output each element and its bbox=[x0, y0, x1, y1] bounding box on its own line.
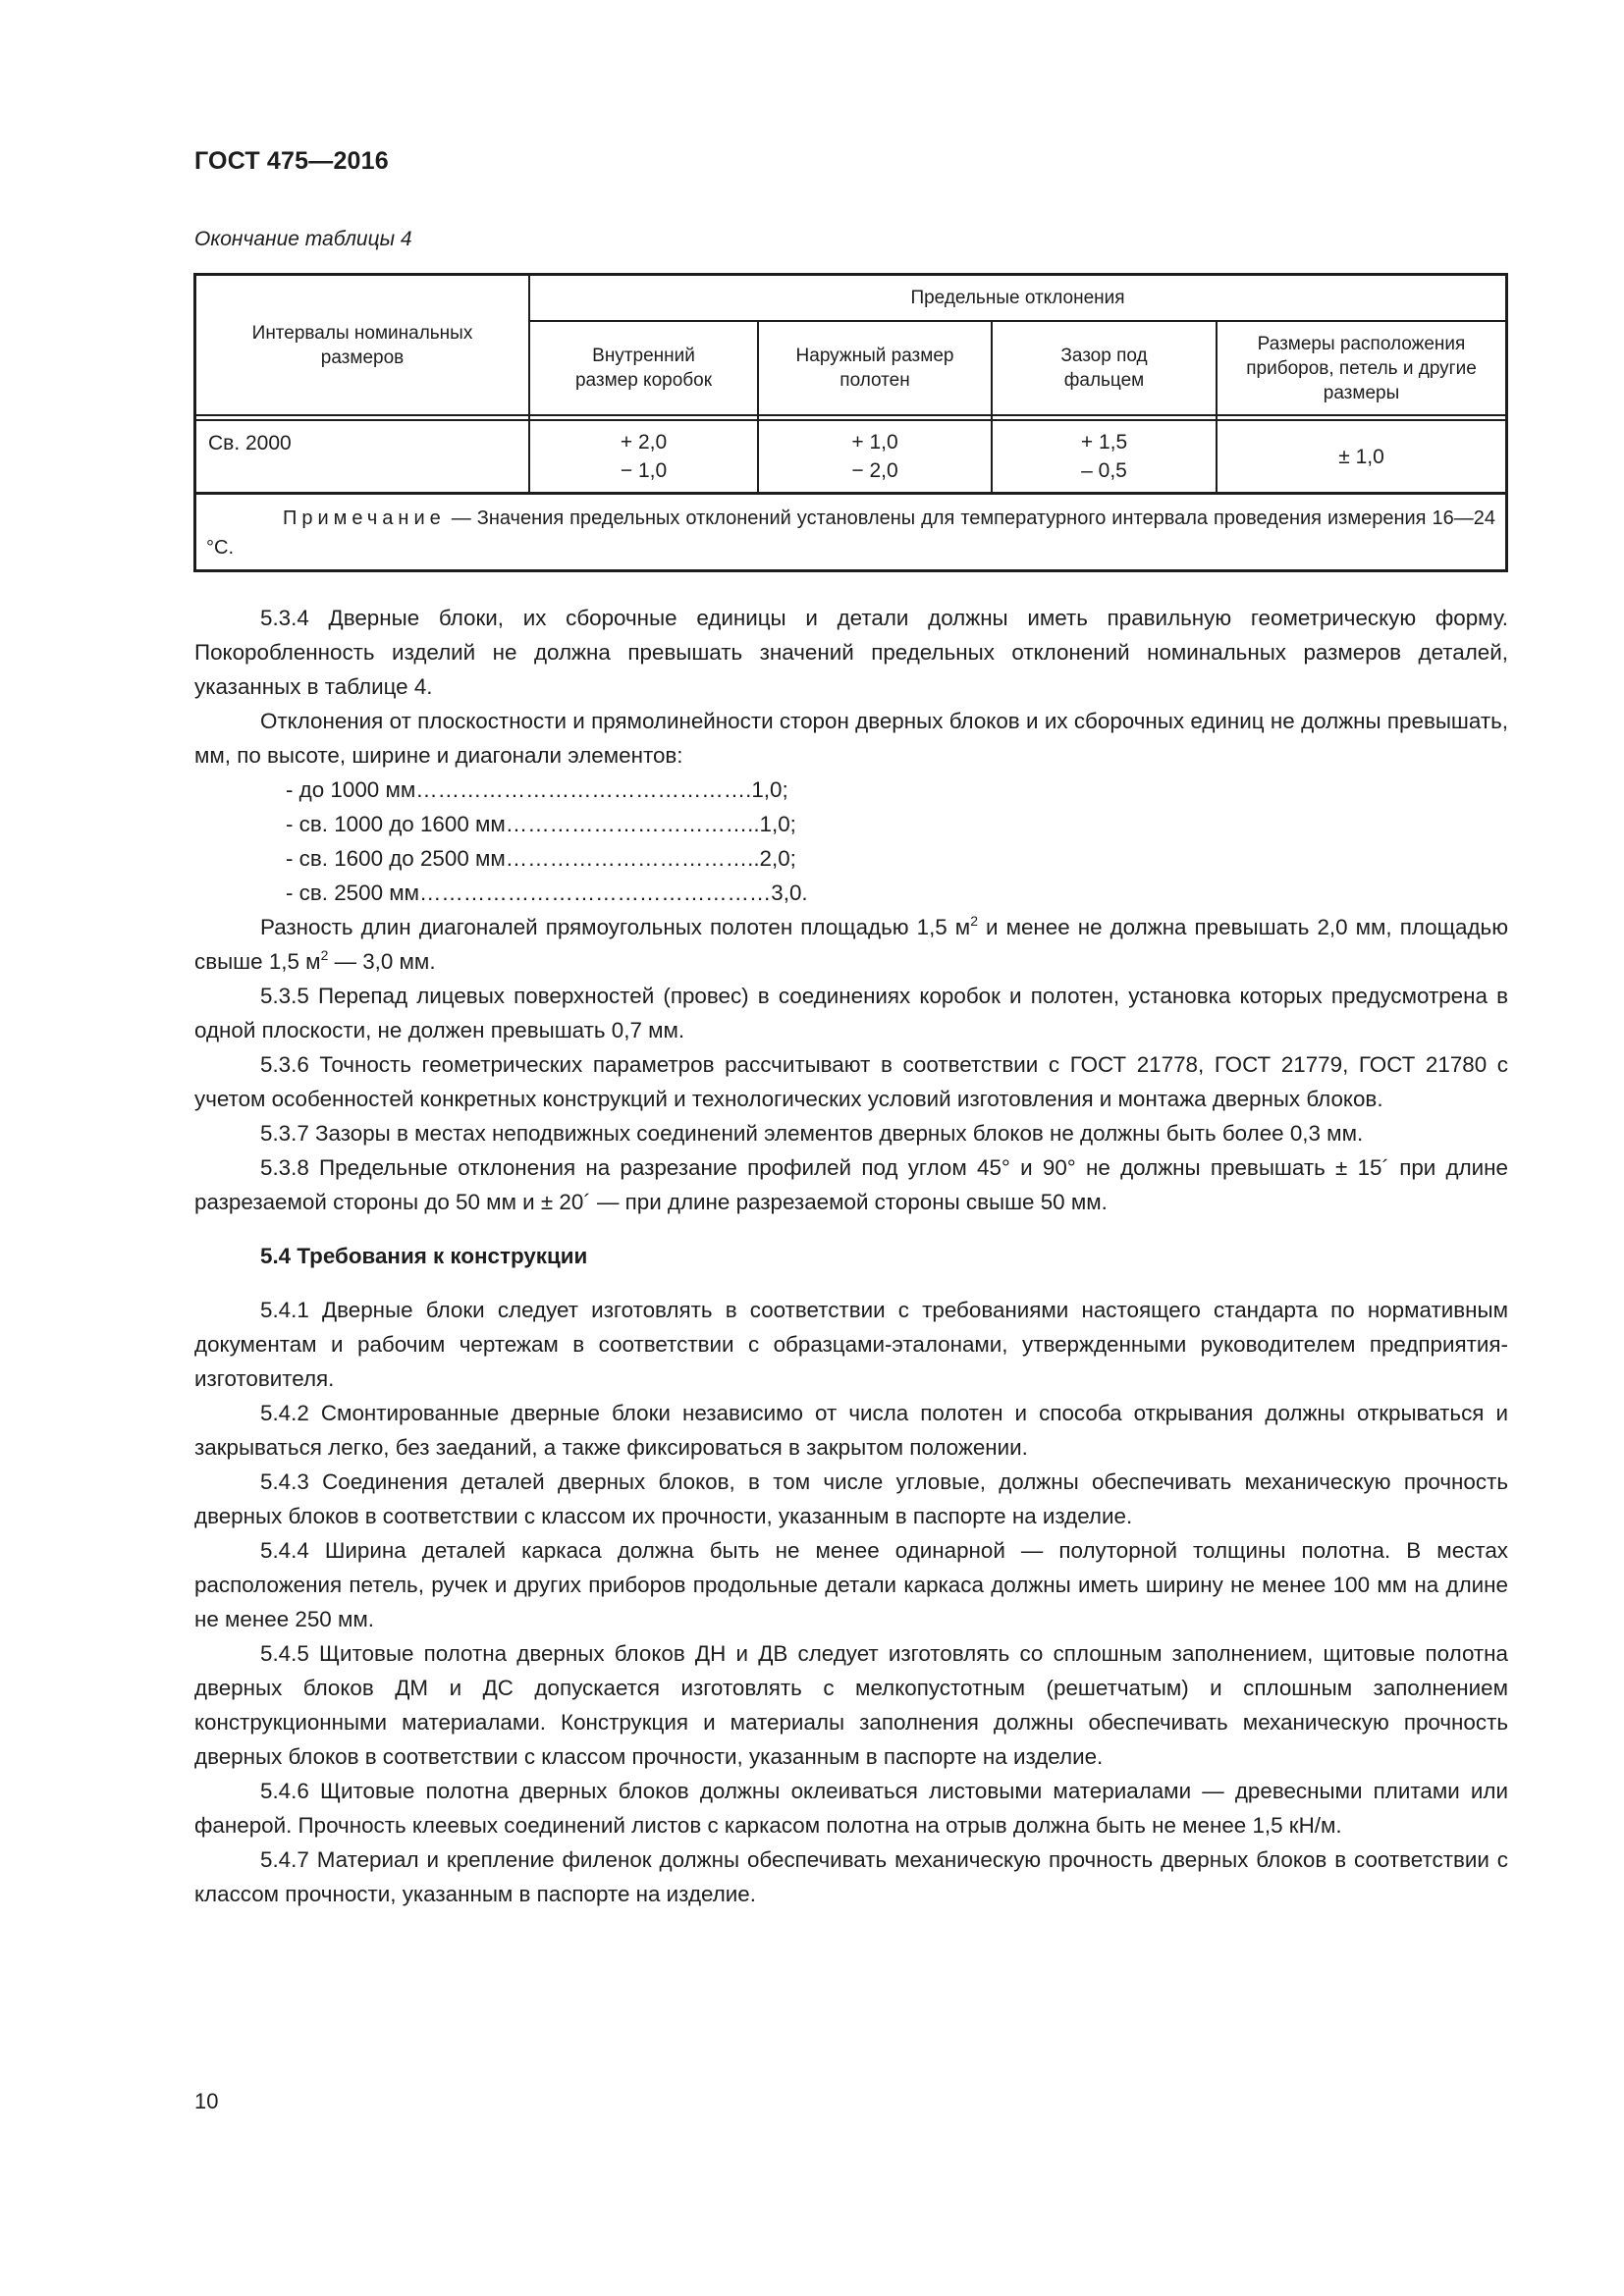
cell-placement: ± 1,0 bbox=[1338, 445, 1384, 468]
cell-interval: Св. 2000 bbox=[208, 432, 292, 454]
list-item: - до 1000 мм……………………………………….1,0; bbox=[286, 777, 788, 802]
paragraph-5-3-5: 5.3.5 Перепад лицевых поверхностей (провес) в соединениях коробок и полотен, установка которых предусмотрена в одной плоскости, не должен превышать 0,7 мм. bbox=[194, 984, 1508, 1042]
value-plus: + 2,0 bbox=[620, 431, 668, 454]
deviations-table bbox=[193, 273, 1508, 572]
paragraph-5-4-4: 5.4.4 Ширина деталей каркаса должна быть не менее одинарной — полуторной толщины полотна. В местах расположения петель, ручек и других приборов продольные детали каркаса должны иметь ширину не менее 100 мм на длине не менее 250 мм. bbox=[194, 1538, 1508, 1631]
paragraph-5-4-6: 5.4.6 Щитовые полотна дверных блоков должны оклеиваться листовыми материалами — древесными плитами или фанерой. Прочность клеевых соединений листов с каркасом полотна на отрыв должна быть не менее 1,5 кН/м. bbox=[194, 1779, 1508, 1838]
list-item: - св. 1000 до 1600 мм……………………………..1,0; bbox=[286, 812, 796, 836]
paragraph-deviations: Отклонения от плоскостности и прямолинейности сторон дверных блоков и их сборочных единиц не должны превышать, мм, по высоте, ширине и диагонали элементов: bbox=[194, 709, 1508, 768]
value-plus: + 1,0 bbox=[851, 431, 898, 454]
superscript: 2 bbox=[970, 913, 978, 929]
paragraph-5-4-2: 5.4.2 Смонтированные дверные блоки независимо от числа полотен и способа открывания должны открываться и закрываться легко, без заеданий, а также фиксироваться в закрытом положении. bbox=[194, 1401, 1508, 1460]
table-double-line bbox=[196, 414, 1505, 416]
list-item: - св. 2500 мм…………………………………………3,0. bbox=[286, 881, 808, 905]
document-header: ГОСТ 475—2016 bbox=[194, 147, 389, 175]
section-title-5-4: 5.4 Требования к конструкции bbox=[260, 1244, 588, 1268]
header-limit-deviations: Предельные отклонения bbox=[910, 288, 1125, 308]
text-span: — 3,0 мм. bbox=[328, 949, 436, 974]
paragraph-5-3-7: 5.3.7 Зазоры в местах неподвижных соединений элементов дверных блоков не должны быть более 0,3 мм. bbox=[260, 1121, 1364, 1146]
header-inner-box-size: Внутренний размер коробок bbox=[574, 346, 713, 391]
value-minus: − 2,0 bbox=[851, 459, 898, 482]
note-label: Примечание bbox=[283, 507, 446, 529]
cell-inner-box bbox=[530, 421, 757, 492]
value-plus: + 1,5 bbox=[1080, 431, 1128, 454]
cell-outer-leaf bbox=[759, 421, 991, 492]
header-placement-sizes: Размеры расположения приборов, петель и другие размеры bbox=[1246, 333, 1477, 403]
table-divider bbox=[196, 492, 1505, 495]
cell-rebate-gap bbox=[993, 421, 1216, 492]
text-span: Разность длин диагоналей прямоугольных полотен площадью 1,5 м bbox=[260, 915, 971, 939]
header-rebate-gap: Зазор под фальцем bbox=[1060, 346, 1148, 391]
superscript: 2 bbox=[320, 947, 329, 963]
note-text: — Значения предельных отклонений установлены для температурного интервала проведения измерения 16—24 °С. bbox=[206, 507, 1495, 559]
page-number: 10 bbox=[194, 2089, 219, 2113]
value-minus: – 0,5 bbox=[1081, 459, 1127, 482]
table-note bbox=[206, 504, 1495, 562]
paragraph-5-3-4: 5.3.4 Дверные блоки, их сборочные единицы и детали должны иметь правильную геометрическую форму. Покоробленность изделий не должна превышать значений предельных отклонений номинальных размеров деталей, указанных в таблице 4. bbox=[194, 606, 1508, 699]
header-intervals: Интервалы номинальных размеров bbox=[251, 322, 473, 368]
paragraph-5-3-6: 5.3.6 Точность геометрических параметров рассчитывают в соответствии с ГОСТ 21778, ГОСТ 21779, ГОСТ 21780 с учетом особенностей конкретных конструкций и технологических условий изготовления и монтажа дверных блоков. bbox=[194, 1052, 1508, 1111]
header-outer-leaf-size: Наружный размер полотен bbox=[795, 346, 954, 391]
paragraph-diagonals bbox=[194, 910, 1508, 979]
table-caption: Окончание таблицы 4 bbox=[194, 228, 412, 250]
paragraph-5-4-3: 5.4.3 Соединения деталей дверных блоков, в том числе угловые, должны обеспечивать механическую прочность дверных блоков в соответствии с классом их прочности, указанным в паспорте на изделие. bbox=[194, 1469, 1508, 1528]
text-span: и менее не должна превышать 2,0 мм, площадью свыше 1,5 м bbox=[194, 915, 1508, 974]
value-minus: − 1,0 bbox=[620, 459, 668, 482]
document-body bbox=[194, 601, 1508, 1911]
paragraph-5-3-8: 5.3.8 Предельные отклонения на разрезание профилей под углом 45° и 90° не должны превышать ± 15´ при длине разрезаемой стороны до 50 мм и ± 20´ — при длине разрезаемой стороны свыше 50 мм. bbox=[194, 1155, 1508, 1214]
paragraph-5-4-7: 5.4.7 Материал и крепление филенок должны обеспечивать механическую прочность дверных блоков в соответствии с классом прочности, указанным в паспорте на изделие. bbox=[194, 1847, 1508, 1906]
paragraph-5-4-1: 5.4.1 Дверные блоки следует изготовлять в соответствии с требованиями настоящего стандарта по нормативным документам и рабочим чертежам в соответствии с образцами-эталонами, утвержденными руководителем предприятия-изготовителя. bbox=[194, 1298, 1508, 1391]
list-item: - св. 1600 до 2500 мм……………………………..2,0; bbox=[286, 846, 796, 871]
paragraph-5-4-5: 5.4.5 Щитовые полотна дверных блоков ДН и ДВ следует изготовлять со сплошным заполнением, щитовые полотна дверных блоков ДМ и ДС допускается изготовлять с мелкопустотным (решетчатым) и сплошным заполнением конструкционными материалами. Конструкция и материалы заполнения должны обеспечивать механическую прочность дверных блоков в соответствии с классом прочности, указанным в паспорте на изделие. bbox=[194, 1641, 1508, 1769]
